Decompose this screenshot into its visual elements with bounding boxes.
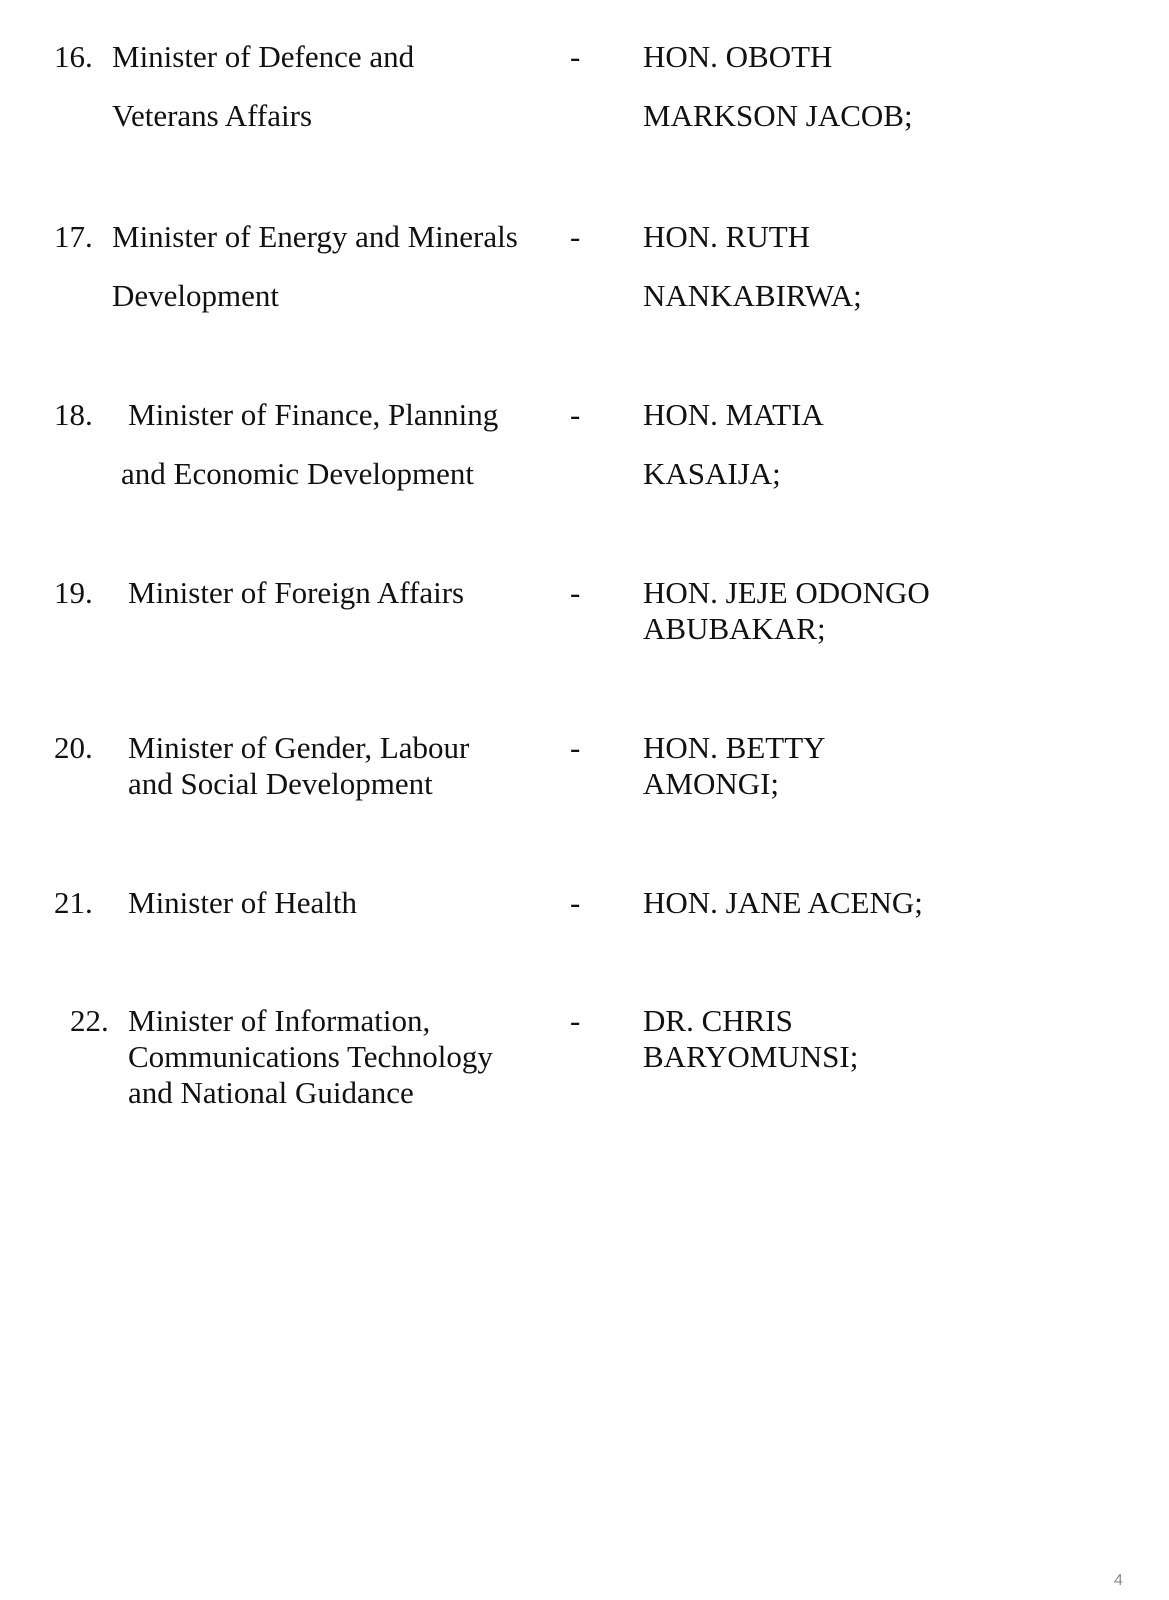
- appointee-name: HON. OBOTH: [643, 39, 833, 74]
- minister-title: Development: [112, 278, 280, 313]
- appointee-name: NANKABIRWA;: [643, 278, 862, 313]
- appointee-name: HON. RUTH: [643, 219, 811, 254]
- appointee-name: MARKSON JACOB;: [643, 98, 913, 133]
- minister-title: Minister of Foreign Affairs: [128, 575, 465, 610]
- page-number: 4: [1114, 1572, 1123, 1589]
- item-number: 17.: [54, 219, 93, 254]
- appointee-name: DR. CHRIS: [643, 1003, 793, 1038]
- appointee-name: ABUBAKAR;: [643, 611, 826, 646]
- appointee-name: BARYOMUNSI;: [643, 1039, 859, 1074]
- separator-dash: -: [570, 39, 581, 74]
- appointee-name: HON. JEJE ODONGO: [643, 575, 930, 610]
- minister-title: Veterans Affairs: [112, 98, 313, 133]
- appointee-name: HON. JANE ACENG;: [643, 885, 923, 920]
- minister-title: and National Guidance: [128, 1075, 414, 1110]
- minister-title: Communications Technology: [128, 1039, 493, 1074]
- item-number: 20.: [54, 730, 93, 765]
- item-number: 22.: [70, 1003, 109, 1038]
- item-number: 18.: [54, 397, 93, 432]
- minister-title: Minister of Health: [128, 885, 358, 920]
- separator-dash: -: [570, 397, 581, 432]
- minister-title: Minister of Finance, Planning: [128, 397, 499, 432]
- minister-title: Minister of Gender, Labour: [128, 730, 470, 765]
- item-number: 21.: [54, 885, 93, 920]
- separator-dash: -: [570, 219, 581, 254]
- item-number: 16.: [54, 39, 93, 74]
- separator-dash: -: [570, 1003, 581, 1038]
- minister-title: Minister of Information,: [128, 1003, 431, 1038]
- minister-title: and Social Development: [128, 766, 433, 801]
- appointee-name: HON. BETTY: [643, 730, 826, 765]
- separator-dash: -: [570, 575, 581, 610]
- item-number: 19.: [54, 575, 93, 610]
- separator-dash: -: [570, 730, 581, 765]
- separator-dash: -: [570, 885, 581, 920]
- minister-title: Minister of Defence and: [112, 39, 415, 74]
- minister-title: and Economic Development: [121, 456, 474, 491]
- minister-title: Minister of Energy and Minerals: [112, 219, 518, 254]
- appointee-name: AMONGI;: [643, 766, 780, 801]
- appointee-name: HON. MATIA: [643, 397, 824, 432]
- appointee-name: KASAIJA;: [643, 456, 781, 491]
